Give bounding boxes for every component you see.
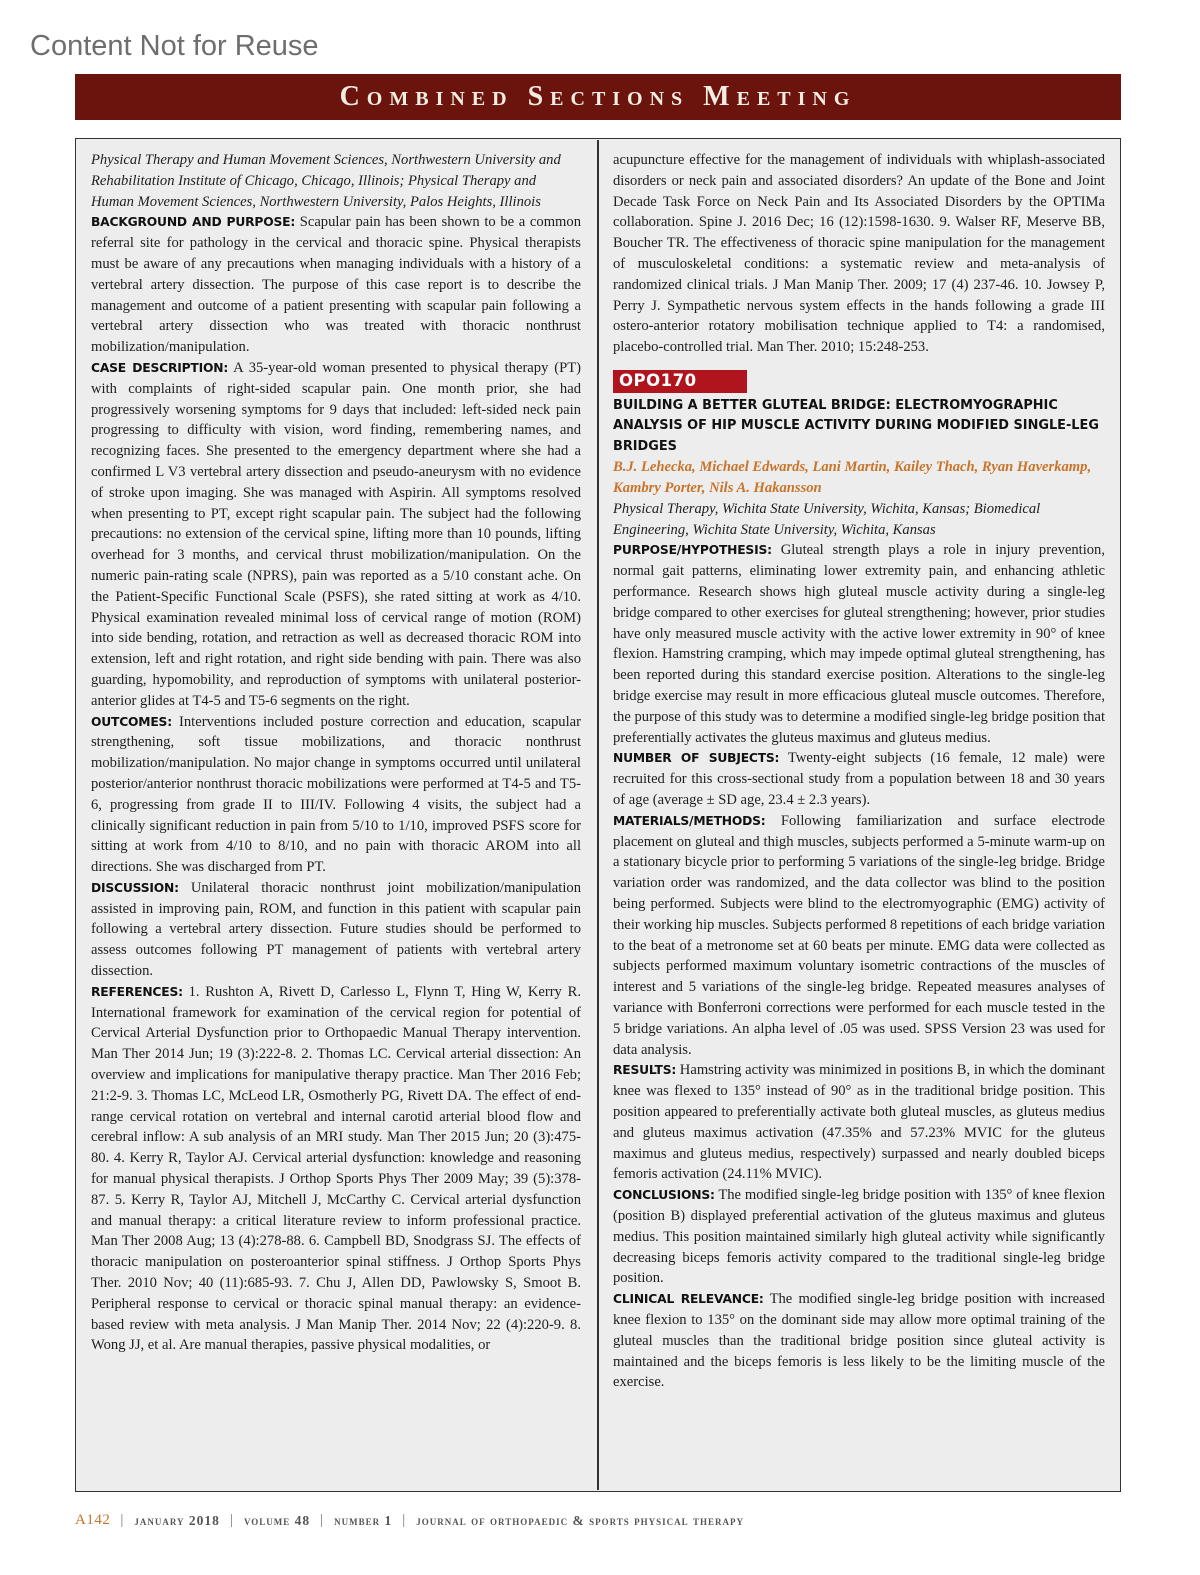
affiliation: Physical Therapy, Wichita State University, Wichita, Kansas; Biomedical Engineering, Wichita State University, Wichita, Kansas: [613, 500, 1041, 538]
footer-separator: |: [402, 1512, 407, 1528]
author-list: B.J. Lehecka, Michael Edwards, Lani Martin, Kailey Thach, Ryan Haverkamp, Kambry Porter, Nils A. Hakansson: [613, 459, 1092, 497]
right-column: [613, 150, 1105, 1393]
methods-paragraph: [613, 811, 1105, 1061]
footer-journal: journal of orthopaedic & sports physical therapy: [416, 1512, 745, 1528]
section-heading: BACKGROUND AND PURPOSE:: [91, 215, 296, 230]
left-column: [91, 150, 581, 1356]
section-text: Following familiarization and surface electrode placement on gluteal and thigh muscles, subjects performed a 5-minute warm-up on a stationary bicycle prior to performing 5 variations of the single-leg bridge. Bridge variation order was randomized, and the data collector was blind to the position being performed. Subjects were blind to the electromyographic (EMG) activity of their working hip muscles. Subjects performed 8 repetitions of each bridge variation to the beat of a metronome set at 60 beats per minute. EMG data were collected as subjects performed maximum voluntary isometric contractions of the muscles of interest and 5 variations of the single-leg bridge. Repeated measures analyses of variance with Bonferroni corrections were performed for each muscle tested in the 5 bridge variations. An alpha level of .05 was used. SPSS Version 23 was used for data analysis.: [613, 812, 1105, 1058]
conclusions-paragraph: [613, 1185, 1105, 1289]
section-heading: CASE DESCRIPTION:: [91, 360, 229, 375]
subjects-paragraph: [613, 748, 1105, 810]
purpose-paragraph: [613, 540, 1105, 748]
section-banner: [75, 74, 1121, 120]
case-description-paragraph: [91, 358, 581, 712]
section-heading: MATERIALS/METHODS:: [613, 813, 766, 828]
footer-separator: |: [320, 1512, 325, 1528]
section-heading: OUTCOMES:: [91, 714, 172, 729]
section-text: Unilateral thoracic nonthrust joint mobilization/manipulation assisted in improving pain, ROM, and function in this patient with scapular pain following a vertebral artery dissection. Future studies should be performed to assess outcomes following PT management of patients with vertebral artery dissection.: [91, 879, 581, 980]
footer-volume: volume 48: [243, 1512, 311, 1528]
footer-separator: |: [120, 1512, 125, 1528]
abstract-id-badge: OPO170: [613, 370, 747, 393]
section-text: Gluteal strength plays a role in injury prevention, normal gait patterns, eliminating lower extremity pain, and enhancing athletic performance. Research shows high gluteal muscle activity during a single-leg bridge compared to other exercises for gluteal strengthening; however, prior studies have only measured muscle activity with the active lower extremity in 90° of knee flexion. Hamstring cramping, which may impede optimal gluteal strengthening, has been reported during this standard exercise position. Alterations to the single-leg bridge exercise may result in more efficacious gluteal muscle outcomes. Therefore, the purpose of this study was to determine a modified single-leg bridge position that preferentially activates the gluteus maximus and gluteus medius.: [613, 542, 1105, 746]
watermark-text: Content Not for Reuse: [30, 30, 319, 62]
section-heading: REFERENCES:: [91, 984, 183, 999]
section-heading: DISCUSSION:: [91, 880, 179, 895]
page-footer: [75, 1512, 744, 1529]
footer-date: january 2018: [134, 1512, 220, 1528]
affiliation: Physical Therapy and Human Movement Sciences, Northwestern University and Rehabilitation Institute of Chicago, Chicago, Illinois; Physical Therapy and Human Movement Sciences, Northwestern University, Palos Heights, Illinois: [91, 152, 561, 210]
discussion-paragraph: [91, 878, 581, 982]
references-paragraph: [91, 982, 581, 1356]
section-heading: RESULTS:: [613, 1063, 677, 1078]
banner-title: Combined Sections Meeting: [339, 81, 857, 112]
section-text: Scapular pain has been shown to be a common referral site for pathology in the cervical and thoracic spine. Physical therapists must be aware of any precautions when managing individuals with a history of a vertebral artery dissection. The purpose of this case report is to describe the management and outcome of a patient presenting with scapular pain following a vertebral artery dissection who was treated with thoracic nonthrust mobilization/manipulation.: [91, 214, 581, 356]
footer-separator: |: [229, 1512, 234, 1528]
section-text: A 35-year-old woman presented to physical therapy (PT) with complaints of right-sided scapular pain. One month prior, she had progressively worsening symptoms for 9 days that included: left-sided neck pain progressing to difficulty with vision, word finding, remembering names, and recognizing faces. She presented to the emergency department where she had a confirmed L V3 vertebral artery dissection and pseudo-aneurysm with no evidence of stroke upon imaging. She was managed with Aspirin. All symptoms resolved when presenting to PT, except right scapular pain. The subject had the following precautions: no extension of the cervical spine, lifting more than 10 pounds, lifting overhead for 3 months, and cervical thrust mobilization/manipulation. On the numeric pain-rating scale (NPRS), pain was reported as a 5/10 constant ache. On the Patient-Specific Functional Scale (PSFS), she rated sitting at work as 4/10. Physical examination revealed minimal loss of cervical range of motion (ROM) into side bending, rotation, and retraction as well as decreased thoracic ROM into extension, left and right rotation, and right side bending with pain. There was also guarding, hypomobility, and reproduction of symptoms with unilateral posterior-anterior glides at T4-5 and T5-6 segments on the right.: [91, 359, 581, 709]
abstract-title: BUILDING A BETTER GLUTEAL BRIDGE: ELECTROMYOGRAPHIC ANALYSIS OF HIP MUSCLE ACTIVITY DURING MODIFIED SINGLE-LEG BRIDGES: [613, 397, 1099, 454]
section-text: Hamstring activity was minimized in positions B, in which the dominant knee was flexed to 135° instead of 90° as in the traditional bridge position. This position appeared to preferentially activate both gluteal muscles, as gluteus medius and gluteus maximus activation (47.35% and 57.23% MVIC for the gluteus maximus and gluteus medius, respectively) surpassed and nearly doubled biceps femoris activation (24.11% MVIC).: [613, 1062, 1105, 1183]
clinical-relevance-paragraph: [613, 1289, 1105, 1393]
section-text: The modified single-leg bridge position with 135° of knee flexion (position B) displayed preferential activation of the gluteus maximus and gluteus medius. This position maintained similarly high gluteal activity while significantly decreasing biceps femoris activity compared to the traditional single-leg bridge position.: [613, 1187, 1105, 1287]
section-heading: PURPOSE/HYPOTHESIS:: [613, 543, 772, 558]
section-text: The modified single-leg bridge position with increased knee flexion to 135° on the dominant side may allow more optimal training of the gluteal muscles than the traditional bridge position since gluteal activity is maintained and the biceps femoris is less likely to be the limiting muscle of the exercise.: [613, 1291, 1105, 1391]
results-paragraph: [613, 1060, 1105, 1185]
references-continued: acupuncture effective for the management of individuals with whiplash-associated disorders or neck pain and associated disorders? An update of the Bone and Joint Decade Task Force on Neck Pain and Its Associated Disorders by the OPTIMa collaboration. Spine J. 2016 Dec; 16 (12):1598-1630. 9. Walser RF, Meserve BB, Boucher TR. The effectiveness of thoracic spine manipulation for the management of musculoskeletal conditions: a systematic review and meta-analysis of randomized clinical trials. J Man Manip Ther. 2009; 17 (4) 237-46. 10. Jowsey P, Perry J. Sympathetic nervous system effects in the hands following a grade III ostero-anterior rotatory mobilisation technique applied to T4: a randomised, placebo-controlled trial. Man Ther. 2010; 15:248-253.: [613, 152, 1105, 356]
section-text: Twenty-eight subjects (16 female, 12 male) were recruited for this cross-sectional study from a population between 18 and 30 years of age (average ± SD age, 23.4 ± 2.3 years).: [613, 750, 1105, 809]
footer-number: number 1: [334, 1512, 393, 1528]
section-heading: NUMBER OF SUBJECTS:: [613, 751, 780, 766]
background-paragraph: [91, 212, 581, 358]
section-heading: CONCLUSIONS:: [613, 1188, 715, 1203]
section-text: Interventions included posture correction and education, scapular strengthening, soft tissue mobilizations, and thoracic nonthrust mobilization/manipulation. No major change in symptoms occurred until unilateral posterior/anterior nonthrust thoracic mobilizations were performed at T4-5 and T5-6, progressing from grade II to III/IV. Following 4 visits, the subject had a clinically significant reduction in pain from 5/10 to 1/10, improved PSFS score for sitting at work from 4/10 to 8/10, and no pain with thoracic AROM into all directions. She was discharged from PT.: [91, 713, 581, 876]
column-divider: [597, 140, 599, 1490]
section-text: 1. Rushton A, Rivett D, Carlesso L, Flynn T, Hing W, Kerry R. International framework for examination of the cervical region for potential of Cervical Arterial Dysfunction prior to Orthopaedic Manual Therapy intervention. Man Ther 2014 Jun; 19 (3):222-8. 2. Thomas LC. Cervical arterial dissection: An overview and implications for manipulative therapy practice. Man Ther 2016 Feb; 21:2-9. 3. Thomas LC, McLeod LR, Osmotherly PG, Rivett DA. The effect of end-range cervical rotation on vertebral and internal carotid arterial blood flow and cerebral inflow: A sub analysis of an MRI study. Man Ther 2015 Jun; 20 (3):475-80. 4. Kerry R, Taylor AJ. Cervical arterial dysfunction: knowledge and reasoning for manual physical therapists. J Orthop Sports Phys Ther 2009 May; 39 (5):378-87. 5. Kerry R, Taylor AJ, Mitchell J, McCarthy C. Cervical arterial dysfunction and manual therapy: a critical literature review to inform professional practice. Man Ther 2008 Aug; 13 (4):278-88. 6. Campbell BD, Snodgrass SJ. The effects of thoracic manipulation on posteroanterior spinal stiffness. J Orthop Sports Phys Ther. 2010 Nov; 40 (11):685-93. 7. Chu J, Allen DD, Pawlowsky S, Smoot B. Peripheral response to cervical or thoracic spinal manual therapy: an evidence-based review with meta analysis. J Man Manip Ther. 2014 Nov; 22 (4):220-9. 8. Wong JJ, et al. Are manual therapies, passive physical modalities, or: [91, 983, 581, 1354]
page-number: A142: [75, 1512, 111, 1528]
section-heading: CLINICAL RELEVANCE:: [613, 1292, 764, 1307]
outcomes-paragraph: [91, 712, 581, 878]
